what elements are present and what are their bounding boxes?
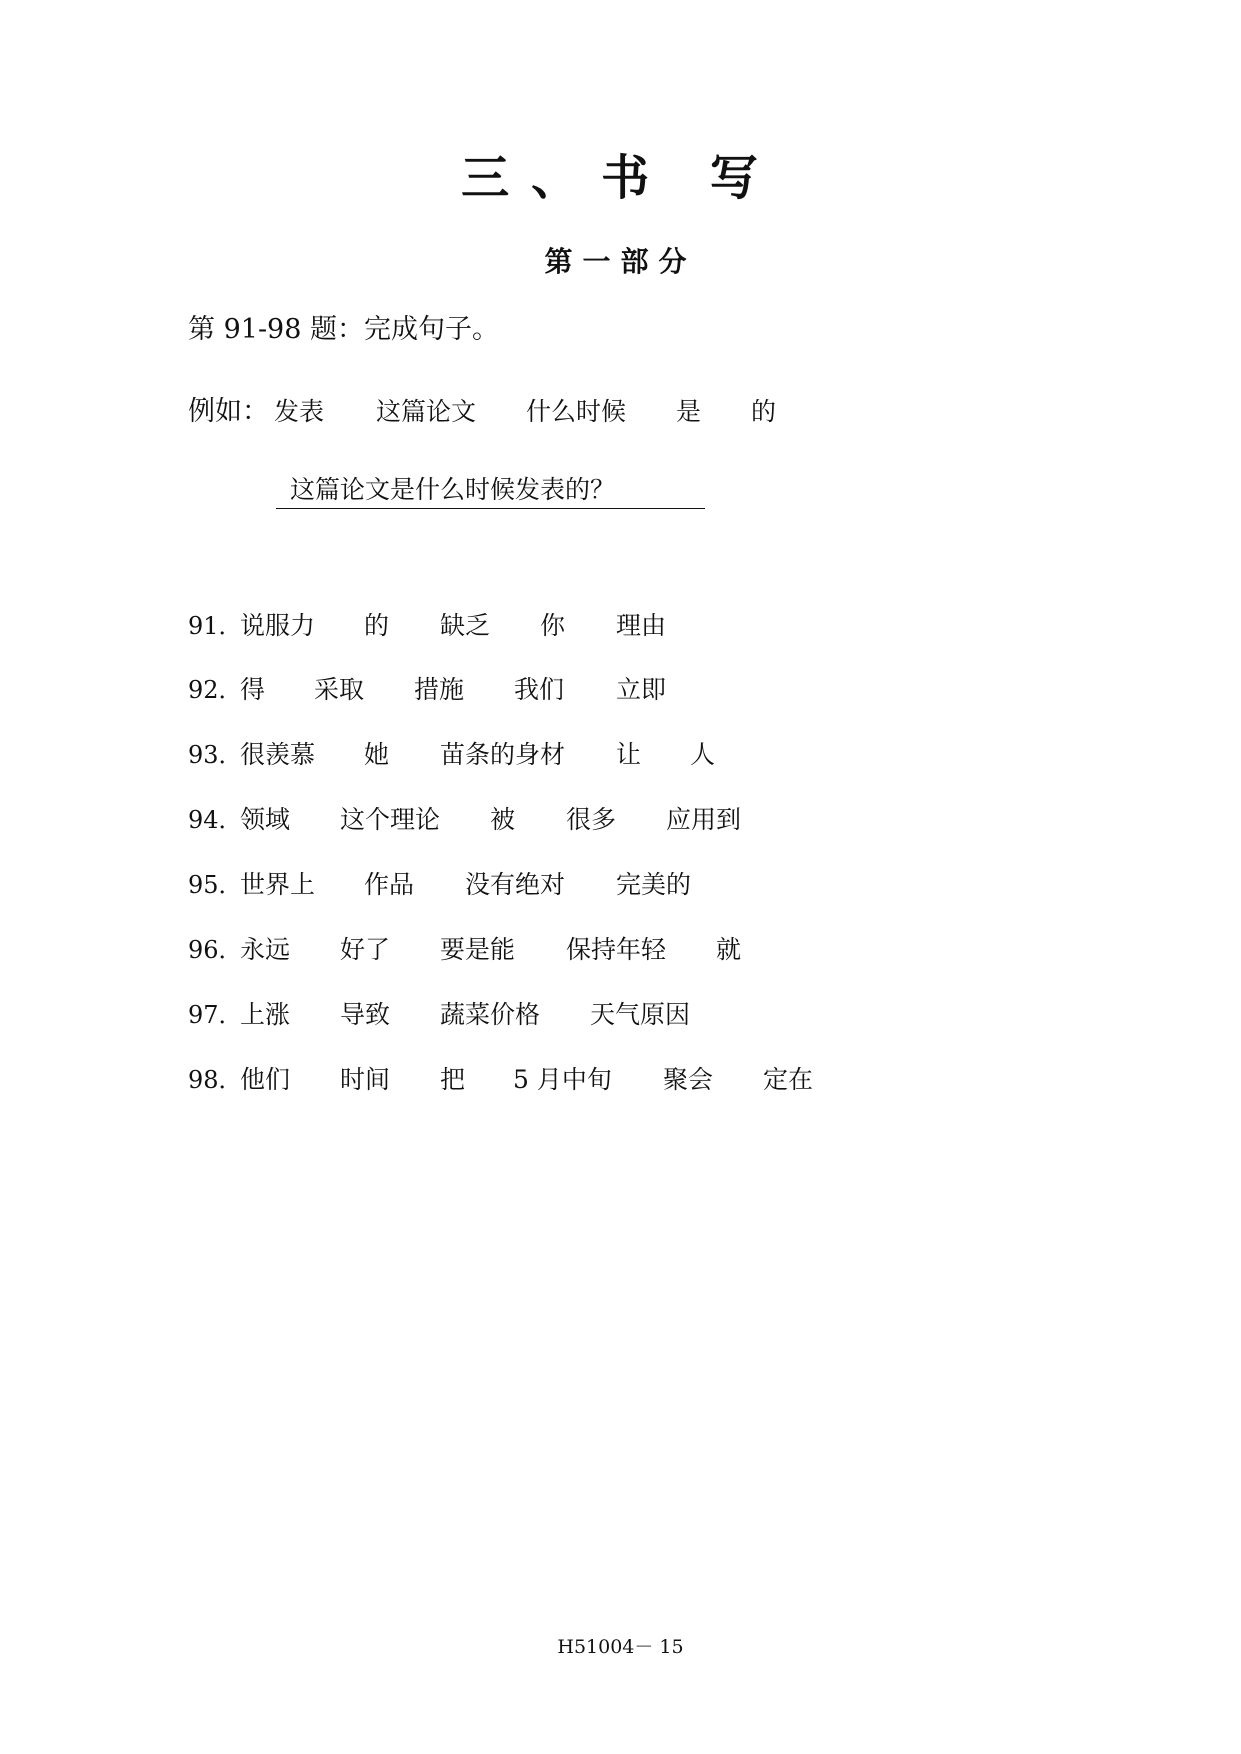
- question-word: 蔬菜价格: [440, 1000, 541, 1029]
- question-91: [188, 608, 1088, 644]
- question-number: 92．: [188, 676, 243, 704]
- example-word: 发表: [274, 397, 325, 426]
- instruction: 第 91-98 题：完成句子。: [188, 314, 500, 345]
- question-number: 94．: [188, 806, 243, 834]
- question-95: [188, 867, 1088, 903]
- question-number: 96．: [188, 936, 243, 964]
- question-word: 上涨: [240, 1000, 291, 1029]
- example-answer-line: [276, 474, 705, 509]
- question-word: 天气原因: [590, 1000, 691, 1029]
- example-label: 例如：: [188, 396, 269, 427]
- question-word: 世界上: [240, 870, 316, 899]
- question-94: [188, 802, 1088, 838]
- question-word: 领域: [240, 805, 291, 834]
- question-number: 95．: [188, 871, 243, 899]
- page-footer: H51004－ 15: [557, 1636, 684, 1658]
- question-word: 导致: [340, 1000, 391, 1029]
- question-word: 他们: [240, 1065, 291, 1094]
- section-title: 三、书 写: [461, 150, 780, 206]
- question-word: 完美的: [616, 870, 692, 899]
- question-97: [188, 997, 1088, 1033]
- question-92: [188, 672, 1088, 708]
- question-word: 她: [364, 740, 390, 769]
- question-word: 没有绝对: [465, 870, 566, 899]
- question-word: 让: [616, 740, 642, 769]
- question-word: 这个理论: [340, 805, 441, 834]
- question-number: 91．: [188, 612, 243, 640]
- question-word: 说服力: [240, 611, 316, 640]
- question-word: 你: [540, 611, 566, 640]
- question-word: 聚会: [663, 1065, 714, 1094]
- question-word: 很羡慕: [240, 740, 316, 769]
- question-word: 我们: [514, 675, 565, 704]
- example-word: 的: [751, 397, 777, 426]
- question-word: 好了: [340, 935, 391, 964]
- question-word: 作品: [364, 870, 415, 899]
- example-row: [188, 394, 1088, 430]
- question-word: 措施: [414, 675, 465, 704]
- question-word: 保持年轻: [566, 935, 667, 964]
- question-number: 93．: [188, 741, 243, 769]
- question-word: 很多: [566, 805, 617, 834]
- question-number: 97．: [188, 1001, 243, 1029]
- question-word: 就: [716, 935, 742, 964]
- question-word: 人: [690, 740, 716, 769]
- question-word: 要是能: [440, 935, 516, 964]
- part-title: 第一部分: [544, 245, 697, 278]
- question-96: [188, 932, 1088, 968]
- question-word: 缺乏: [440, 611, 491, 640]
- question-word: 把: [440, 1065, 466, 1094]
- question-word: 永远: [240, 935, 291, 964]
- example-word: 是: [676, 397, 702, 426]
- question-98: [188, 1062, 1088, 1098]
- question-word: 苗条的身材: [440, 740, 566, 769]
- question-word: 立即: [616, 675, 667, 704]
- question-word: 得: [240, 675, 266, 704]
- question-word: 5 月中旬: [513, 1065, 612, 1094]
- example-word: 这篇论文: [376, 397, 477, 426]
- question-word: 定在: [763, 1065, 814, 1094]
- question-word: 理由: [616, 611, 667, 640]
- example-answer: 这篇论文是什么时候发表的？: [290, 475, 616, 504]
- question-word: 时间: [340, 1065, 391, 1094]
- question-word: 采取: [314, 675, 365, 704]
- question-word: 的: [364, 611, 390, 640]
- example-word: 什么时候: [526, 397, 627, 426]
- question-93: [188, 737, 1088, 773]
- question-word: 应用到: [666, 805, 742, 834]
- question-number: 98．: [188, 1066, 243, 1094]
- question-word: 被: [490, 805, 516, 834]
